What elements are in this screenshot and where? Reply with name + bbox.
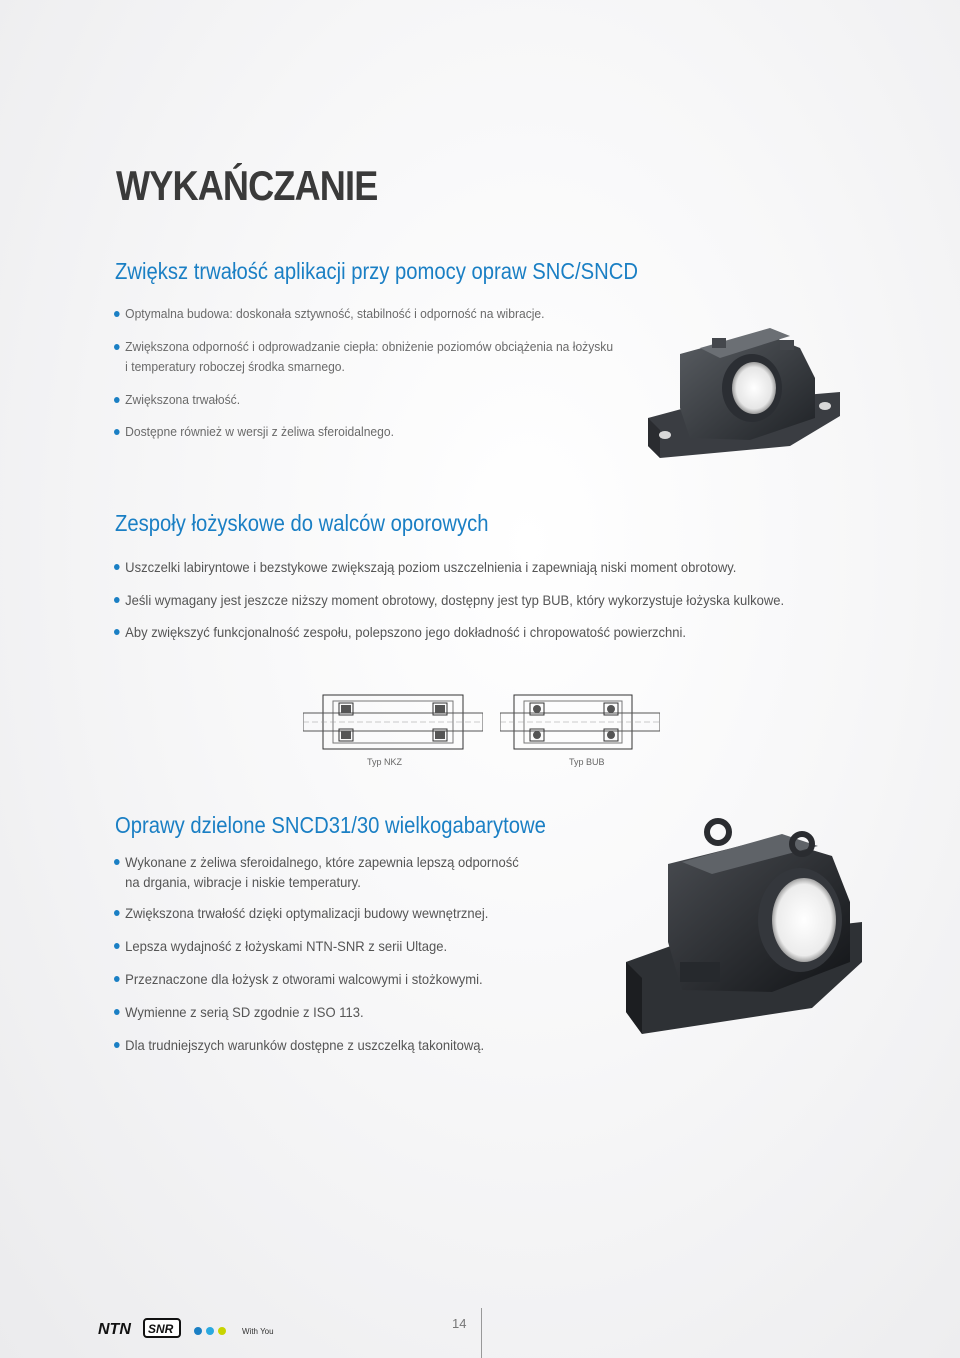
diagram-caption-nkz: Typ NKZ [367, 757, 403, 767]
bullet-dot-icon [114, 976, 120, 982]
bullet-dot-icon [114, 1009, 120, 1015]
page-number: 14 [452, 1316, 467, 1331]
housing-photo-snc [640, 318, 850, 468]
bullet-dot-icon [114, 597, 120, 603]
bullet-dot-icon [114, 629, 120, 635]
list-item: Dostępne również w wersji z żeliwa sferoidalnego. [114, 422, 394, 442]
bullet-dot-icon [114, 943, 120, 949]
bullet-dot-icon [114, 1042, 120, 1048]
list-item: Jeśli wymagany jest jeszcze niższy moment obrotowy, dostępny jest typ BUB, który wykorzystuje łożyska kulkowe. [114, 590, 784, 610]
bearing-diagram-nkz [303, 693, 483, 753]
svg-text:SNR: SNR [148, 1322, 174, 1336]
bullet-dot-icon [114, 564, 120, 570]
diagram-caption-bub: Typ BUB [569, 757, 605, 767]
bullet-dot-icon [114, 344, 120, 350]
list-item: Zwiększona odporność i odprowadzanie ciepła: obniżenie poziomów obciążenia na łożysku i temperatury roboczej środka smarnego. [114, 337, 613, 377]
page-title: WYKAŃCZANIE [116, 162, 378, 209]
brand-dots-icon [193, 1326, 229, 1336]
page-divider [481, 1308, 482, 1358]
list-item: Dla trudniejszych warunków dostępne z uszczelką takonitową. [114, 1035, 484, 1055]
list-item: Aby zwiększyć funkcjonalność zespołu, polepszono jego dokładność i chropowatość powierzchni. [114, 622, 686, 642]
list-item: Zwiększona trwałość. [114, 390, 240, 410]
bullet-dot-icon [114, 397, 120, 403]
list-item: Zwiększona trwałość dzięki optymalizacji budowy wewnętrznej. [114, 903, 488, 923]
bullet-dot-icon [114, 910, 120, 916]
list-item: Uszczelki labiryntowe i bezstykowe zwiększają poziom uszczelnienia i zapewniają niski moment obrotowy. [114, 557, 736, 577]
section-heading-rolls: Zespoły łożyskowe do walców oporowych [115, 510, 489, 536]
list-item: Wymienne z serią SD zgodnie z ISO 113. [114, 1002, 364, 1022]
footer-tagline: With You [242, 1327, 274, 1336]
housing-photo-sncd [622, 812, 872, 1042]
list-item: Wykonane z żeliwa sferoidalnego, które zapewnia lepszą odporność na drgania, wibracje i niskie temperatury. [114, 852, 519, 892]
list-item: Optymalna budowa: doskonała sztywność, stabilność i odporność na wibracje. [114, 304, 545, 324]
svg-text:NTN: NTN [98, 1321, 131, 1338]
list-item: Przeznaczone dla łożysk z otworami walcowymi i stożkowymi. [114, 969, 483, 989]
bullet-dot-icon [114, 429, 120, 435]
list-item: Lepsza wydajność z łożyskami NTN-SNR z serii Ultage. [114, 936, 447, 956]
ntn-snr-logo [98, 1317, 184, 1339]
section-heading-sncd: Oprawy dzielone SNCD31/30 wielkogabarytowe [115, 812, 546, 838]
bearing-diagram-bub [500, 693, 660, 753]
section-heading-snc: Zwiększ trwałość aplikacji przy pomocy opraw SNC/SNCD [115, 258, 639, 284]
bullet-dot-icon [114, 859, 120, 865]
bullet-dot-icon [114, 311, 120, 317]
